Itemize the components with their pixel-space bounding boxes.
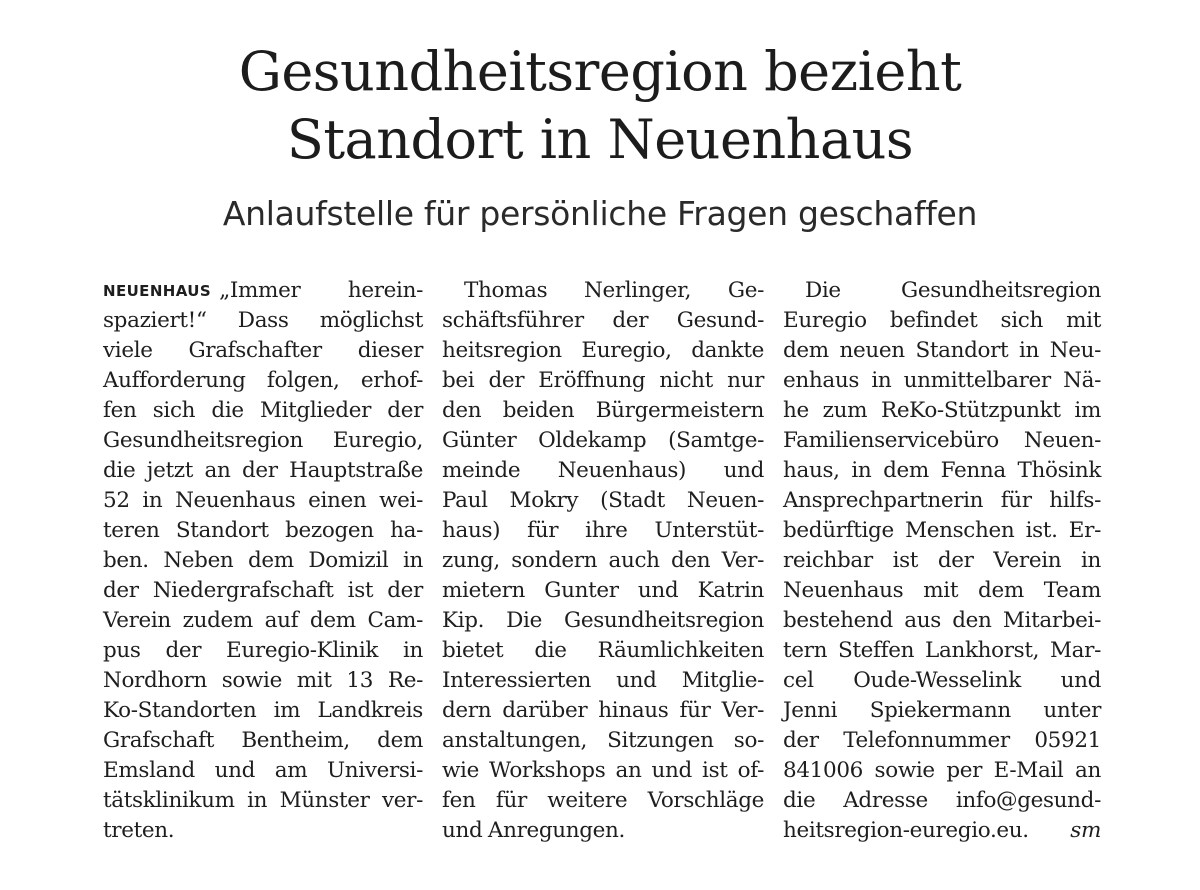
text-line-content: tern Steffen Lankhorst, Mar- (783, 638, 1101, 663)
text-line-content: heitsregion-euregio.eu. (783, 818, 1029, 843)
text-line-content: „Immer herein- (219, 278, 423, 303)
text-line (442, 336, 764, 366)
article-column-1 (103, 276, 423, 846)
text-line-content: Paul Mokry (Stadt Neuen- (442, 488, 764, 513)
article-column-2 (442, 276, 764, 846)
text-line (442, 666, 764, 696)
text-line (783, 426, 1101, 456)
text-line (442, 516, 764, 546)
text-line-content: cel Oude-Wesselink und (783, 668, 1101, 693)
text-line (783, 366, 1101, 396)
text-line-content: Gesundheitsregion Euregio, (103, 428, 423, 453)
text-line (103, 306, 423, 336)
text-line (442, 366, 764, 396)
text-line-content: ben. Neben dem Domizil in (103, 548, 423, 573)
text-line-content: treten. (103, 818, 175, 843)
text-line (442, 606, 764, 636)
text-line-content: teren Standort bezogen ha- (103, 518, 423, 543)
dateline: NEUENHAUS (103, 282, 212, 300)
text-line (442, 636, 764, 666)
text-line (442, 396, 764, 426)
text-line-content: haus, in dem Fenna Thösink (783, 458, 1101, 483)
text-line-content: enhaus in unmittelbarer Nä- (783, 368, 1101, 393)
text-line (783, 336, 1101, 366)
text-line-content: Nordhorn sowie mit 13 Re- (103, 668, 423, 693)
text-line-content: die Adresse info@gesund- (783, 788, 1101, 813)
text-line-content: Günter Oldekamp (Samtge- (442, 428, 764, 453)
text-line (103, 726, 423, 756)
text-line-content: schäftsführer der Gesund- (442, 308, 764, 333)
text-line (103, 786, 423, 816)
text-line (783, 696, 1101, 726)
text-line (442, 786, 764, 816)
text-line (442, 696, 764, 726)
text-line (442, 486, 764, 516)
text-line (783, 606, 1101, 636)
text-line (103, 396, 423, 426)
text-line (783, 276, 1101, 306)
text-line-content: bestehend aus den Mitarbei- (783, 608, 1101, 633)
text-line-content: Emsland und am Universi- (103, 758, 423, 783)
text-line (103, 756, 423, 786)
text-line (783, 816, 1101, 846)
text-line-content: Neuenhaus mit dem Team (783, 578, 1101, 603)
text-line (442, 546, 764, 576)
text-line (783, 786, 1101, 816)
author-initials: sm (1070, 818, 1101, 843)
text-line (103, 636, 423, 666)
text-line (783, 576, 1101, 606)
text-line-content: der Telefonnummer 05921 (783, 728, 1101, 753)
headline-line-2: Standort in Neuenhaus (286, 108, 914, 171)
text-line (442, 576, 764, 606)
text-line-content: bietet die Räumlichkeiten (442, 638, 764, 663)
text-line (783, 396, 1101, 426)
text-line-content: Jenni Spiekermann unter (783, 698, 1101, 723)
text-line-content: den beiden Bürgermeistern (442, 398, 764, 423)
text-line-content: haus) für ihre Unterstüt- (442, 518, 764, 543)
text-line (783, 516, 1101, 546)
text-line (442, 756, 764, 786)
text-line (103, 696, 423, 726)
text-line (442, 726, 764, 756)
text-line-content: Verein zudem auf dem Cam- (103, 608, 423, 633)
text-line-content: Die Gesundheitsregion (805, 278, 1101, 303)
text-line-content: 841006 sowie per E-Mail an (783, 758, 1101, 783)
text-line-content: Ansprechpartnerin für hilfs- (783, 488, 1101, 513)
text-line-content: zung, sondern auch den Ver- (442, 548, 764, 573)
text-line (103, 816, 423, 846)
text-line (783, 486, 1101, 516)
text-line (442, 426, 764, 456)
text-line (103, 456, 423, 486)
text-line-content: Familienservicebüro Neuen- (783, 428, 1101, 453)
text-line-content: bedürftige Menschen ist. Er- (783, 518, 1101, 543)
text-line (783, 546, 1101, 576)
text-line (783, 666, 1101, 696)
text-line-content: dem neuen Standort in Neu- (783, 338, 1101, 363)
text-line (442, 276, 764, 306)
article-column-3 (783, 276, 1101, 846)
text-line (442, 456, 764, 486)
text-line (103, 606, 423, 636)
text-line-content: bei der Eröffnung nicht nur (442, 368, 764, 393)
text-line-content: spaziert!“ Dass möglichst (103, 308, 423, 333)
text-line-content: die jetzt an der Hauptstraße (103, 458, 423, 483)
text-line (783, 756, 1101, 786)
text-line-content: Thomas Nerlinger, Ge- (464, 278, 764, 303)
text-line-content: he zum ReKo-Stützpunkt im (783, 398, 1101, 423)
text-line-content: wie Workshops an und ist of- (442, 758, 764, 783)
subheadline: Anlaufstelle für persönliche Fragen geschaffen (222, 194, 978, 233)
text-line (103, 366, 423, 396)
text-line (103, 486, 423, 516)
text-line-content: Ko-Standorten im Landkreis (103, 698, 423, 723)
text-line (103, 546, 423, 576)
text-line (783, 456, 1101, 486)
text-line-content: pus der Euregio-Klinik in (103, 638, 423, 663)
text-line-content: 52 in Neuenhaus einen wei- (103, 488, 423, 513)
text-line (103, 276, 423, 306)
text-line-content: Aufforderung folgen, erhof- (103, 368, 423, 393)
text-line-content: Interessierten und Mitglie- (442, 668, 764, 693)
text-line-content: heitsregion Euregio, dankte (442, 338, 764, 363)
text-line (103, 336, 423, 366)
text-line-content: Kip. Die Gesundheitsregion (442, 608, 764, 633)
text-line-content: fen für weitere Vorschläge (442, 788, 764, 813)
text-line (103, 516, 423, 546)
text-line-content: und Anregungen. (442, 818, 626, 843)
headline (0, 38, 1200, 174)
text-line-content: mietern Gunter und Katrin (442, 578, 764, 603)
text-line (442, 816, 764, 846)
text-line-content: anstaltungen, Sitzungen so- (442, 728, 764, 753)
text-line-content: dern darüber hinaus für Ver- (442, 698, 764, 723)
text-line (103, 426, 423, 456)
text-line-content: Grafschaft Bentheim, dem (103, 728, 423, 753)
text-line-content: meinde Neuenhaus) und (442, 458, 764, 483)
text-line-content: viele Grafschafter dieser (103, 338, 423, 363)
text-line (103, 666, 423, 696)
text-line (783, 636, 1101, 666)
text-line-content: reichbar ist der Verein in (783, 548, 1101, 573)
text-line-content: tätsklinikum in Münster ver- (103, 788, 423, 813)
text-line-content: Euregio befindet sich mit (783, 308, 1101, 333)
text-line (783, 726, 1101, 756)
text-line-content: fen sich die Mitglieder der (103, 398, 423, 423)
text-line (442, 306, 764, 336)
text-line (783, 306, 1101, 336)
headline-line-1: Gesundheitsregion bezieht (238, 40, 962, 103)
text-line-content: der Niedergrafschaft ist der (103, 578, 423, 603)
text-line (103, 576, 423, 606)
